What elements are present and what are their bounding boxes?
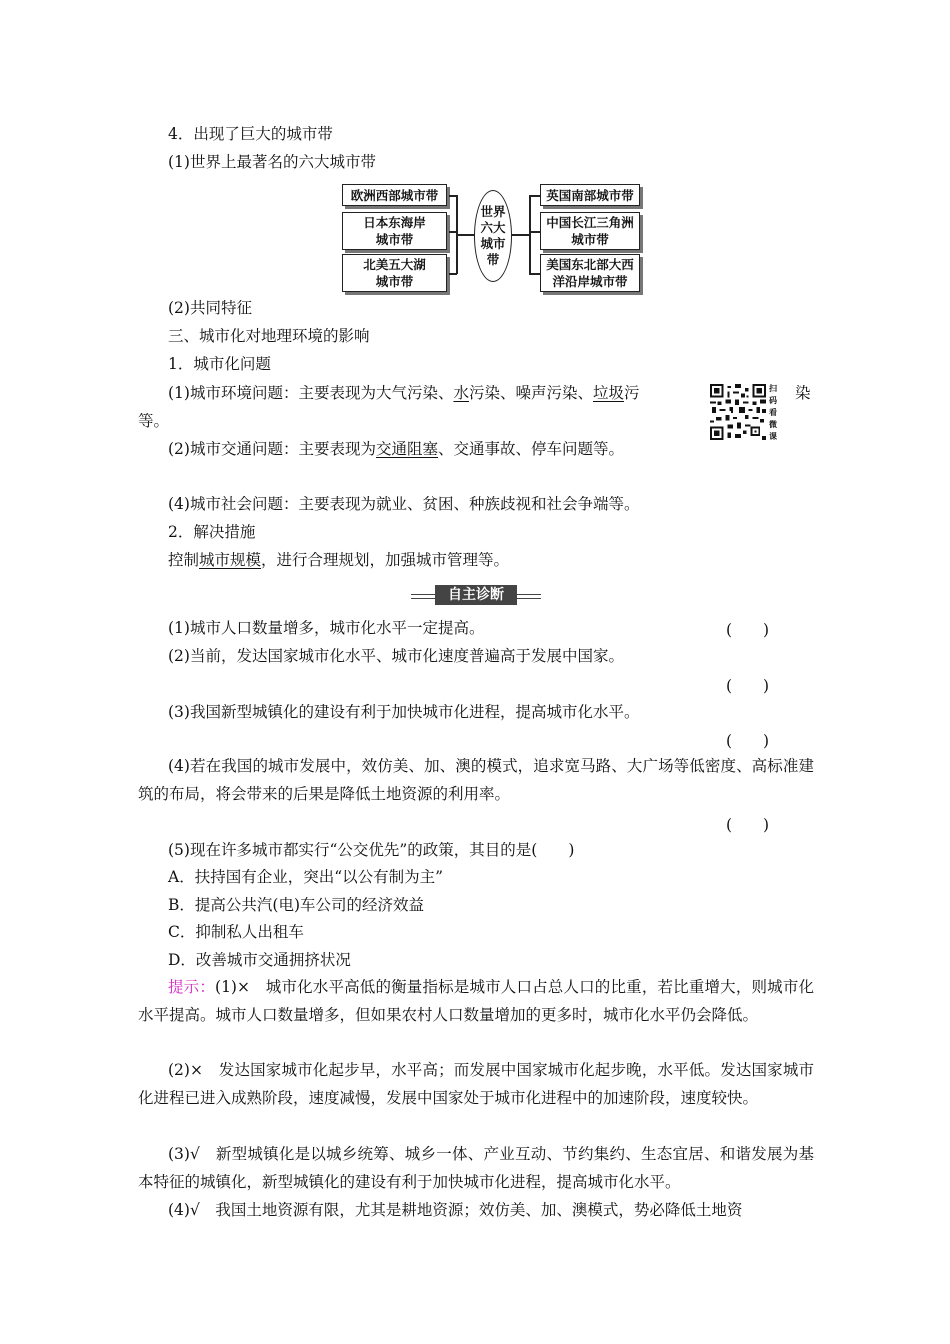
traffic-text-part: 、交通事故、停车问题等。	[437, 440, 624, 458]
env-problems-text	[168, 383, 640, 403]
diagram-box-left-1	[342, 184, 447, 206]
question-2: (2)当前，发达国家城市化水平、城市化速度普遍高于发展中国家。	[168, 647, 624, 665]
diagram-center-text: 世界	[480, 204, 506, 219]
diagram-box-text: 日本东海岸	[363, 215, 426, 230]
diagram-center-text: 带	[486, 252, 500, 267]
hint-answer-4: (4)√ 我国土地资源有限，尤其是耕地资源；效仿美、加、澳模式，势必降低土地资	[168, 1201, 743, 1219]
diagram-box-text: 欧洲西部城市带	[350, 187, 439, 203]
social-problems-text: (4)城市社会问题：主要表现为就业、贫困、种族歧视和社会争端等。	[168, 495, 640, 513]
diagram-center-text: 六大	[480, 220, 506, 235]
hint-label: 提示：	[168, 978, 216, 996]
question-3: (3)我国新型城镇化的建设有利于加快城市化进程，提高城市化水平。	[168, 703, 640, 721]
subheading-six-belts: (1)世界上最著名的六大城市带	[168, 153, 376, 171]
env-text-part: (1)城市环境问题：主要表现为大气污染、	[168, 384, 454, 402]
measures-text	[168, 550, 509, 570]
env-text-part: 污	[624, 384, 640, 402]
diagram-box-text: 城市带	[571, 232, 609, 247]
env-text-part: 污染、噪声污染、	[468, 384, 593, 402]
diagram-box-right-1	[540, 184, 640, 206]
diagram-box-text: 城市带	[375, 274, 414, 289]
answer-1-text: (1)× 城市化水平高低的衡量指标是城市人口占总人口的比重，若比重增大，则城市化水平提高。城市人口数量增多，但如果农村人口数量增加的更多时，城市化水平仍会降低。	[138, 978, 814, 1024]
diagram-box-text: 北美五大湖	[363, 257, 426, 272]
traffic-problems-text	[168, 439, 624, 459]
answer-parentheses-3[interactable]: ( )	[726, 732, 770, 750]
qr-label: 扫码看微课	[769, 384, 777, 441]
diagram-center-ellipse	[474, 190, 512, 282]
item-urban-problems: 1．城市化问题	[168, 355, 271, 373]
measures-text-part: 控制	[168, 551, 200, 569]
question-4: (4)若在我国的城市发展中，效仿美、加、澳的模式，追求宽马路、大广场等低密度、高标准建筑的布局，将会带来的后果是降低土地资源的利用率。	[138, 757, 814, 803]
self-diagnosis-banner	[411, 585, 541, 605]
env-text-end: 等。	[138, 412, 170, 430]
diagram-box-text: 美国东北部大西	[546, 257, 634, 272]
item-solutions: 2．解决措施	[168, 523, 256, 541]
question-5: (5)现在许多城市都实行“公交优先”的政策，其目的是( )	[168, 841, 575, 859]
measures-underlined-scale: 城市规模	[199, 551, 262, 569]
diagram-box-left-2	[342, 212, 447, 250]
option-b: B．提高公共汽(电)车公司的经济效益	[168, 896, 424, 914]
hint-answer-3: (3)√ 新型城镇化是以城乡统筹、城乡一体、产业互动、节约集约、生态宜居、和谐发展为基本特征的城镇化，新型城镇化的建设有利于加快城市化进程，提高城市化水平。	[138, 1145, 814, 1191]
banner-label: 自主诊断	[435, 585, 517, 605]
diagram-box-left-3	[342, 254, 447, 292]
traffic-underlined-congestion: 交通阻塞	[375, 440, 438, 458]
diagram-box-right-3	[540, 254, 640, 292]
diagram-center-text: 城市	[480, 236, 506, 251]
qr-code-icon[interactable]	[710, 384, 766, 440]
traffic-text-part: (2)城市交通问题：主要表现为	[168, 440, 376, 458]
question-1: (1)城市人口数量增多，城市化水平一定提高。	[168, 619, 485, 637]
diagram-box-right-2	[540, 212, 640, 250]
env-underlined-garbage: 垃圾	[593, 384, 625, 402]
subheading-common-features: (2)共同特征	[168, 299, 252, 317]
answer-parentheses-1[interactable]: ( )	[726, 621, 770, 639]
section-heading-3: 三、城市化对地理环境的影响	[168, 327, 370, 345]
heading-city-belt: 4．出现了巨大的城市带	[168, 125, 333, 143]
hint-answer-2: (2)× 发达国家城市化起步早，水平高；而发展中国家城市化起步晚，水平低。发达国家城市化进程已进入成熟阶段，速度减慢，发展中国家处于城市化进程中的加速阶段，速度较快。	[138, 1061, 814, 1107]
measures-text-part: ，进行合理规划，加强城市管理等。	[261, 551, 510, 569]
option-c: C．抑制私人出租车	[168, 923, 304, 941]
diagram-box-text: 英国南部城市带	[546, 187, 634, 203]
option-d: D．改善城市交通拥挤状况	[168, 951, 351, 969]
diagram-box-text: 城市带	[375, 232, 414, 247]
answer-parentheses-2[interactable]: ( )	[726, 677, 770, 695]
diagram-box-text: 洋沿岸城市带	[552, 274, 628, 289]
hint-answer-1	[138, 973, 814, 1029]
option-a: A．扶持国有企业，突出“以公有制为主”	[168, 868, 444, 886]
env-text-tail: 染	[795, 384, 811, 402]
diagram-box-text: 中国长江三角洲	[546, 215, 634, 230]
env-underlined-water: 水	[453, 384, 469, 402]
answer-parentheses-4[interactable]: ( )	[726, 816, 770, 834]
